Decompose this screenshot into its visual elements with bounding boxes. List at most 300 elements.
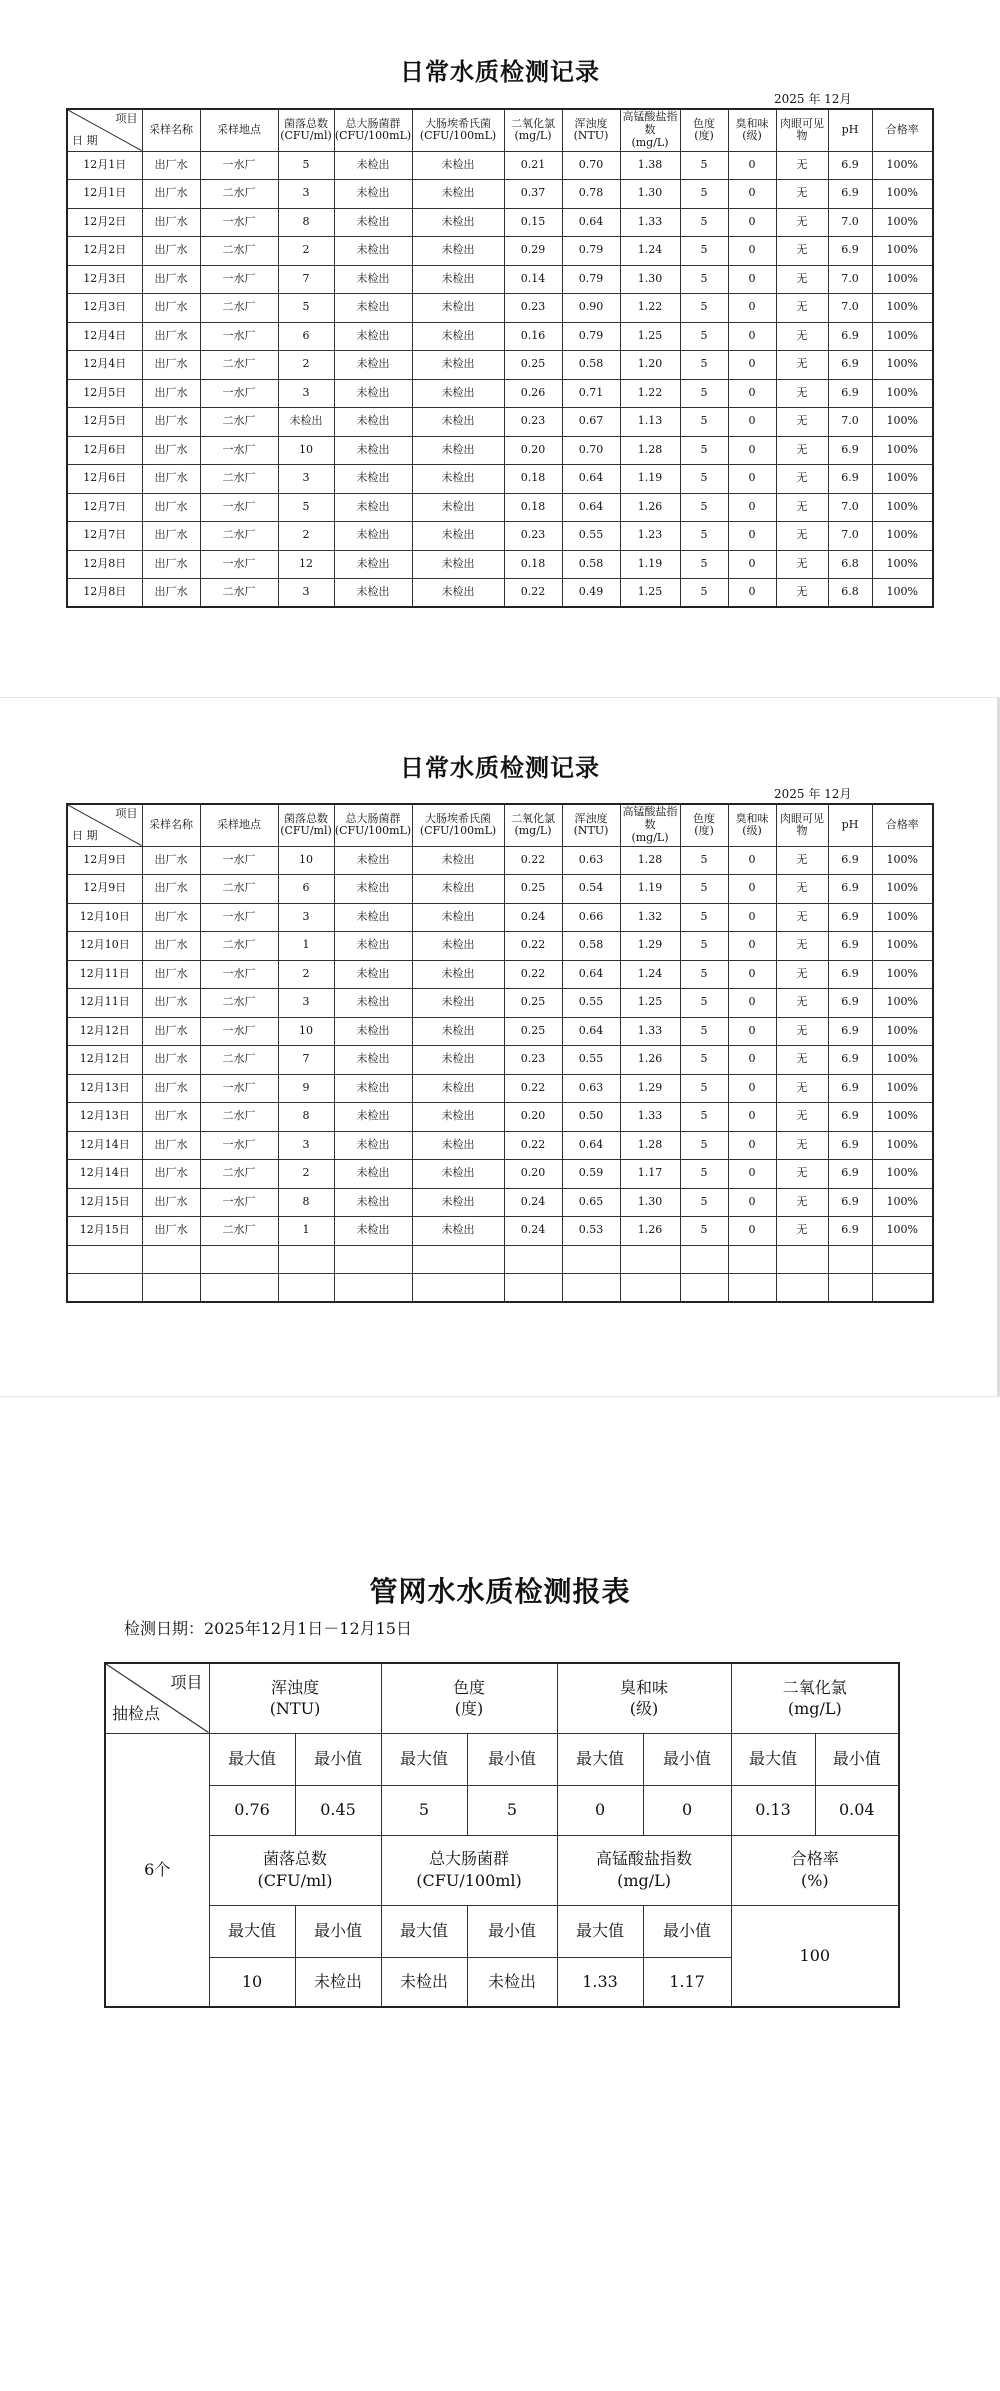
- odor-cell: 0: [728, 1046, 776, 1075]
- turbidity-cell: 0.63: [562, 1074, 620, 1103]
- chlorine-dioxide-cell: 0.14: [504, 265, 562, 294]
- pass-rate-cell: 100%: [872, 1160, 933, 1189]
- header-total-coliform: 总大肠菌群 (CFU/100mL): [334, 109, 412, 151]
- min-label: 最小值: [643, 1905, 731, 1957]
- permanganate-min: 1.17: [643, 1957, 731, 2007]
- table-row: [67, 493, 933, 522]
- total-coliform-cell: 未检出: [334, 522, 412, 551]
- table-row: [67, 989, 933, 1018]
- total-coliform-cell: 未检出: [334, 379, 412, 408]
- chlorine-dioxide-cell: 0.23: [504, 294, 562, 323]
- empty-cell: [872, 1274, 933, 1303]
- total-coliform-cell: 未检出: [334, 322, 412, 351]
- pass-rate-cell: 100%: [872, 846, 933, 875]
- colony-count-cell: 3: [278, 903, 334, 932]
- sample-site-cell: 二水厂: [200, 1160, 278, 1189]
- turbidity-cell: 0.71: [562, 379, 620, 408]
- table-row: [67, 579, 933, 608]
- header-sample-name: 采样名称: [142, 804, 200, 846]
- odor-header: 臭和味 (级): [557, 1663, 731, 1733]
- color-cell: 5: [680, 379, 728, 408]
- empty-cell: [504, 1274, 562, 1303]
- permanganate-index-cell: 1.19: [620, 875, 680, 904]
- min-label: 最小值: [643, 1733, 731, 1785]
- total-coliform-cell: 未检出: [334, 903, 412, 932]
- color-cell: 5: [680, 180, 728, 209]
- empty-cell: [142, 1245, 200, 1274]
- color-cell: 5: [680, 436, 728, 465]
- ph-cell: 6.9: [828, 436, 872, 465]
- sample-site-cell: 二水厂: [200, 932, 278, 961]
- table-row: [67, 932, 933, 961]
- pass-rate-cell: 100%: [872, 1017, 933, 1046]
- odor-cell: 0: [728, 875, 776, 904]
- colony-count-cell: 10: [278, 846, 334, 875]
- empty-cell: [620, 1274, 680, 1303]
- sample-site-cell: 一水厂: [200, 379, 278, 408]
- turbidity-cell: 0.79: [562, 322, 620, 351]
- sample-site-cell: 一水厂: [200, 846, 278, 875]
- chlorine-dioxide-cell: 0.37: [504, 180, 562, 209]
- turbidity-cell: 0.79: [562, 265, 620, 294]
- visible-matter-cell: 无: [776, 875, 828, 904]
- empty-cell: [620, 1245, 680, 1274]
- colony-count-cell: 3: [278, 180, 334, 209]
- corner-point-label: 抽检点: [112, 1703, 161, 1723]
- total-coliform-cell: 未检出: [334, 465, 412, 494]
- total-coliform-cell: 未检出: [334, 493, 412, 522]
- e-coli-cell: 未检出: [412, 208, 504, 237]
- turbidity-cell: 0.58: [562, 550, 620, 579]
- turbidity-cell: 0.59: [562, 1160, 620, 1189]
- odor-cell: 0: [728, 237, 776, 266]
- ph-cell: 6.9: [828, 989, 872, 1018]
- sample-site-cell: 二水厂: [200, 1103, 278, 1132]
- color-cell: 5: [680, 1160, 728, 1189]
- turbidity-cell: 0.78: [562, 180, 620, 209]
- e-coli-cell: 未检出: [412, 522, 504, 551]
- odor-cell: 0: [728, 1074, 776, 1103]
- sample-name-cell: 出厂水: [142, 579, 200, 608]
- turbidity-cell: 0.54: [562, 875, 620, 904]
- header-e-coli: 大肠埃希氏菌 (CFU/100mL): [412, 109, 504, 151]
- colony-count-cell: 8: [278, 1103, 334, 1132]
- colony-header: 菌落总数 (CFU/ml): [209, 1835, 381, 1905]
- permanganate-index-cell: 1.24: [620, 237, 680, 266]
- sample-name-cell: 出厂水: [142, 151, 200, 180]
- e-coli-cell: 未检出: [412, 1103, 504, 1132]
- table-row: [67, 322, 933, 351]
- visible-matter-cell: 无: [776, 465, 828, 494]
- sample-name-cell: 出厂水: [142, 265, 200, 294]
- pass-rate-cell: 100%: [872, 989, 933, 1018]
- e-coli-cell: 未检出: [412, 932, 504, 961]
- table-row: [67, 522, 933, 551]
- turbidity-cell: 0.90: [562, 294, 620, 323]
- turbidity-header: 浑浊度 (NTU): [209, 1663, 381, 1733]
- color-cell: 5: [680, 1074, 728, 1103]
- permanganate-index-cell: 1.29: [620, 932, 680, 961]
- sample-site-cell: 二水厂: [200, 875, 278, 904]
- visible-matter-cell: 无: [776, 265, 828, 294]
- sample-site-cell: 一水厂: [200, 1188, 278, 1217]
- sample-name-cell: 出厂水: [142, 436, 200, 465]
- color-cell: 5: [680, 989, 728, 1018]
- date-cell: 12月10日: [67, 903, 142, 932]
- pass-rate-cell: 100%: [872, 436, 933, 465]
- colony-count-cell: 2: [278, 237, 334, 266]
- permanganate-index-cell: 1.30: [620, 180, 680, 209]
- chlorine-dioxide-cell: 0.24: [504, 1188, 562, 1217]
- sample-site-cell: 一水厂: [200, 208, 278, 237]
- turbidity-cell: 0.55: [562, 522, 620, 551]
- odor-cell: 0: [728, 408, 776, 437]
- turbidity-cell: 0.70: [562, 151, 620, 180]
- report-header-corner: [105, 1663, 209, 1733]
- sample-site-cell: 一水厂: [200, 436, 278, 465]
- header-color: 色度 (度): [680, 109, 728, 151]
- corner-date-label: 日 期: [72, 828, 98, 842]
- e-coli-cell: 未检出: [412, 846, 504, 875]
- max-label: 最大值: [557, 1905, 643, 1957]
- sample-name-cell: 出厂水: [142, 932, 200, 961]
- e-coli-cell: 未检出: [412, 550, 504, 579]
- pass-rate-cell: 100%: [872, 960, 933, 989]
- e-coli-cell: 未检出: [412, 989, 504, 1018]
- visible-matter-cell: 无: [776, 932, 828, 961]
- ph-cell: 6.9: [828, 379, 872, 408]
- turbidity-cell: 0.64: [562, 1131, 620, 1160]
- header-pass-rate: 合格率: [872, 109, 933, 151]
- date-cell: 12月11日: [67, 989, 142, 1018]
- total-coliform-cell: 未检出: [334, 351, 412, 380]
- pass-rate-cell: 100%: [872, 465, 933, 494]
- total-coliform-cell: 未检出: [334, 1160, 412, 1189]
- chlorine-dioxide-cell: 0.22: [504, 960, 562, 989]
- sample-site-cell: 二水厂: [200, 408, 278, 437]
- corner-item-label: 项目: [115, 112, 138, 125]
- color-cell: 5: [680, 932, 728, 961]
- page-title: 日常水质检测记录: [400, 753, 600, 782]
- sample-name-cell: 出厂水: [142, 180, 200, 209]
- table-row: [67, 237, 933, 266]
- record-page-1: [0, 0, 1000, 690]
- header-sample-name: 采样名称: [142, 109, 200, 151]
- total-coliform-cell: 未检出: [334, 151, 412, 180]
- chlorine-min: 0.04: [815, 1785, 899, 1835]
- odor-cell: 0: [728, 379, 776, 408]
- odor-cell: 0: [728, 294, 776, 323]
- daily-record-table: [66, 803, 934, 1303]
- corner-item-label: 项目: [170, 1673, 203, 1692]
- turbidity-cell: 0.79: [562, 237, 620, 266]
- chlorine-dioxide-cell: 0.22: [504, 579, 562, 608]
- colony-count-cell: 10: [278, 1017, 334, 1046]
- colony-count-cell: 8: [278, 208, 334, 237]
- turbidity-cell: 0.64: [562, 493, 620, 522]
- sample-name-cell: 出厂水: [142, 522, 200, 551]
- visible-matter-cell: 无: [776, 1217, 828, 1246]
- odor-cell: 0: [728, 932, 776, 961]
- total-coliform-cell: 未检出: [334, 180, 412, 209]
- pass-rate-cell: 100%: [872, 322, 933, 351]
- ph-cell: 6.9: [828, 1103, 872, 1132]
- date-cell: 12月12日: [67, 1017, 142, 1046]
- odor-cell: 0: [728, 550, 776, 579]
- empty-cell: [828, 1245, 872, 1274]
- chlorine-dioxide-cell: 0.22: [504, 1074, 562, 1103]
- permanganate-index-cell: 1.25: [620, 989, 680, 1018]
- header-corner: [67, 804, 142, 846]
- chlorine-dioxide-cell: 0.15: [504, 208, 562, 237]
- date-note: 2025 年 12月: [774, 92, 852, 106]
- coliform-min: 未检出: [467, 1957, 557, 2007]
- colony-count-cell: 5: [278, 151, 334, 180]
- odor-cell: 0: [728, 265, 776, 294]
- odor-cell: 0: [728, 208, 776, 237]
- report-title: 管网水水质检测报表: [369, 1575, 631, 1608]
- total-coliform-cell: 未检出: [334, 1074, 412, 1103]
- color-cell: 5: [680, 151, 728, 180]
- total-coliform-cell: 未检出: [334, 846, 412, 875]
- turbidity-min: 0.45: [295, 1785, 381, 1835]
- color-header: 色度 (度): [381, 1663, 557, 1733]
- table-row: [67, 1160, 933, 1189]
- header-ph: pH: [828, 109, 872, 151]
- max-label: 最大值: [557, 1733, 643, 1785]
- ph-cell: 6.9: [828, 960, 872, 989]
- chlorine-dioxide-cell: 0.18: [504, 465, 562, 494]
- chlorine-dioxide-cell: 0.20: [504, 436, 562, 465]
- date-cell: 12月8日: [67, 579, 142, 608]
- visible-matter-cell: 无: [776, 989, 828, 1018]
- date-cell: 12月6日: [67, 436, 142, 465]
- chlorine-dioxide-cell: 0.23: [504, 1046, 562, 1075]
- odor-cell: 0: [728, 436, 776, 465]
- table-row: [67, 351, 933, 380]
- colony-count-cell: 5: [278, 294, 334, 323]
- pass-rate-cell: 100%: [872, 522, 933, 551]
- date-note: 2025 年 12月: [774, 787, 852, 801]
- sample-site-cell: 一水厂: [200, 960, 278, 989]
- e-coli-cell: 未检出: [412, 1188, 504, 1217]
- chlorine-dioxide-cell: 0.25: [504, 875, 562, 904]
- sample-name-cell: 出厂水: [142, 875, 200, 904]
- header-color: 色度 (度): [680, 804, 728, 846]
- date-cell: 12月8日: [67, 550, 142, 579]
- turbidity-cell: 0.64: [562, 465, 620, 494]
- visible-matter-cell: 无: [776, 351, 828, 380]
- e-coli-cell: 未检出: [412, 151, 504, 180]
- min-label: 最小值: [295, 1733, 381, 1785]
- ph-cell: 7.0: [828, 522, 872, 551]
- turbidity-cell: 0.64: [562, 1017, 620, 1046]
- sample-site-cell: 一水厂: [200, 322, 278, 351]
- sample-site-cell: 一水厂: [200, 1131, 278, 1160]
- empty-cell: [412, 1245, 504, 1274]
- empty-cell: [412, 1274, 504, 1303]
- colony-count-cell: 1: [278, 1217, 334, 1246]
- chlorine-header: 二氧化氯 (mg/L): [731, 1663, 899, 1733]
- visible-matter-cell: 无: [776, 408, 828, 437]
- sample-name-cell: 出厂水: [142, 408, 200, 437]
- pass-rate-cell: 100%: [872, 1074, 933, 1103]
- sample-name-cell: 出厂水: [142, 1074, 200, 1103]
- date-cell: 12月13日: [67, 1103, 142, 1132]
- empty-cell: [872, 1245, 933, 1274]
- turbidity-cell: 0.64: [562, 960, 620, 989]
- permanganate-index-cell: 1.20: [620, 351, 680, 380]
- odor-cell: 0: [728, 493, 776, 522]
- colony-count-cell: 8: [278, 1188, 334, 1217]
- visible-matter-cell: 无: [776, 550, 828, 579]
- header-sample-site: 采样地点: [200, 804, 278, 846]
- color-cell: 5: [680, 265, 728, 294]
- ph-cell: 6.9: [828, 1188, 872, 1217]
- sample-site-cell: 二水厂: [200, 180, 278, 209]
- color-cell: 5: [680, 960, 728, 989]
- table-row: [67, 1131, 933, 1160]
- header-row: [67, 109, 933, 151]
- header-colony-count: 菌落总数 (CFU/ml): [278, 109, 334, 151]
- colony-count-cell: 未检出: [278, 408, 334, 437]
- empty-cell: [728, 1274, 776, 1303]
- header-visible-matter: 肉眼可见物: [776, 804, 828, 846]
- date-cell: 12月14日: [67, 1160, 142, 1189]
- sample-site-cell: 二水厂: [200, 989, 278, 1018]
- date-cell: 12月2日: [67, 208, 142, 237]
- total-coliform-cell: 未检出: [334, 208, 412, 237]
- total-coliform-cell: 未检出: [334, 960, 412, 989]
- visible-matter-cell: 无: [776, 436, 828, 465]
- visible-matter-cell: 无: [776, 151, 828, 180]
- odor-cell: 0: [728, 351, 776, 380]
- turbidity-cell: 0.63: [562, 846, 620, 875]
- sample-name-cell: 出厂水: [142, 1046, 200, 1075]
- colony-count-cell: 3: [278, 579, 334, 608]
- max-label: 最大值: [731, 1733, 815, 1785]
- chlorine-dioxide-cell: 0.25: [504, 1017, 562, 1046]
- e-coli-cell: 未检出: [412, 1131, 504, 1160]
- permanganate-index-cell: 1.25: [620, 579, 680, 608]
- ph-cell: 6.9: [828, 180, 872, 209]
- date-cell: 12月2日: [67, 237, 142, 266]
- pass-rate-cell: 100%: [872, 579, 933, 608]
- table-row: [67, 265, 933, 294]
- pass-rate-cell: 100%: [872, 237, 933, 266]
- table-row: [67, 408, 933, 437]
- header-odor: 臭和味 (级): [728, 109, 776, 151]
- colony-count-cell: 7: [278, 1046, 334, 1075]
- visible-matter-cell: 无: [776, 1074, 828, 1103]
- color-cell: 5: [680, 351, 728, 380]
- chlorine-dioxide-cell: 0.24: [504, 1217, 562, 1246]
- chlorine-dioxide-cell: 0.25: [504, 989, 562, 1018]
- empty-row: [67, 1245, 933, 1274]
- sample-name-cell: 出厂水: [142, 322, 200, 351]
- total-coliform-cell: 未检出: [334, 1188, 412, 1217]
- sample-site-cell: 一水厂: [200, 151, 278, 180]
- min-label: 最小值: [295, 1905, 381, 1957]
- ph-cell: 6.9: [828, 1131, 872, 1160]
- chlorine-dioxide-cell: 0.20: [504, 1160, 562, 1189]
- ph-cell: 6.9: [828, 1217, 872, 1246]
- sample-site-cell: 二水厂: [200, 579, 278, 608]
- sample-site-cell: 一水厂: [200, 1017, 278, 1046]
- pass-rate-cell: 100%: [872, 208, 933, 237]
- turbidity-cell: 0.67: [562, 408, 620, 437]
- ph-cell: 6.9: [828, 465, 872, 494]
- sample-name-cell: 出厂水: [142, 1217, 200, 1246]
- permanganate-index-cell: 1.26: [620, 1046, 680, 1075]
- chlorine-dioxide-cell: 0.22: [504, 846, 562, 875]
- empty-cell: [334, 1274, 412, 1303]
- table-row: [67, 151, 933, 180]
- empty-cell: [334, 1245, 412, 1274]
- daily-record-table: [66, 108, 934, 608]
- date-cell: 12月3日: [67, 265, 142, 294]
- ph-cell: 6.9: [828, 237, 872, 266]
- visible-matter-cell: 无: [776, 846, 828, 875]
- visible-matter-cell: 无: [776, 1160, 828, 1189]
- ph-cell: 6.9: [828, 932, 872, 961]
- date-cell: 12月1日: [67, 151, 142, 180]
- sample-name-cell: 出厂水: [142, 550, 200, 579]
- pass-rate-cell: 100%: [872, 1188, 933, 1217]
- empty-cell: [728, 1245, 776, 1274]
- visible-matter-cell: 无: [776, 493, 828, 522]
- color-cell: 5: [680, 1017, 728, 1046]
- sample-site-cell: 二水厂: [200, 237, 278, 266]
- header-permanganate-index: 高锰酸盐指数 (mg/L): [620, 804, 680, 846]
- total-coliform-cell: 未检出: [334, 1131, 412, 1160]
- odor-cell: 0: [728, 151, 776, 180]
- total-coliform-cell: 未检出: [334, 1046, 412, 1075]
- table-row: [67, 465, 933, 494]
- e-coli-cell: 未检出: [412, 493, 504, 522]
- pass-rate-header: 合格率 (%): [731, 1835, 899, 1905]
- turbidity-cell: 0.66: [562, 903, 620, 932]
- header-colony-count: 菌落总数 (CFU/ml): [278, 804, 334, 846]
- date-cell: 12月9日: [67, 875, 142, 904]
- permanganate-index-cell: 1.19: [620, 550, 680, 579]
- e-coli-cell: 未检出: [412, 1046, 504, 1075]
- permanganate-index-cell: 1.25: [620, 322, 680, 351]
- colony-count-cell: 3: [278, 379, 334, 408]
- color-cell: 5: [680, 1103, 728, 1132]
- visible-matter-cell: 无: [776, 237, 828, 266]
- odor-cell: 0: [728, 522, 776, 551]
- permanganate-index-cell: 1.17: [620, 1160, 680, 1189]
- pass-rate-value: 100: [731, 1905, 899, 2007]
- permanganate-index-cell: 1.38: [620, 151, 680, 180]
- date-cell: 12月4日: [67, 322, 142, 351]
- date-cell: 12月1日: [67, 180, 142, 209]
- coliform-max: 未检出: [381, 1957, 467, 2007]
- ph-cell: 7.0: [828, 408, 872, 437]
- sample-site-cell: 一水厂: [200, 493, 278, 522]
- sample-name-cell: 出厂水: [142, 294, 200, 323]
- corner-date-label: 日 期: [72, 133, 98, 147]
- date-cell: 12月7日: [67, 522, 142, 551]
- sample-point-count: 6个: [105, 1733, 209, 2007]
- table-row: [67, 875, 933, 904]
- odor-cell: 0: [728, 903, 776, 932]
- page-title: 日常水质检测记录: [400, 57, 600, 86]
- ph-cell: 6.9: [828, 875, 872, 904]
- date-cell: 12月11日: [67, 960, 142, 989]
- colony-count-cell: 3: [278, 989, 334, 1018]
